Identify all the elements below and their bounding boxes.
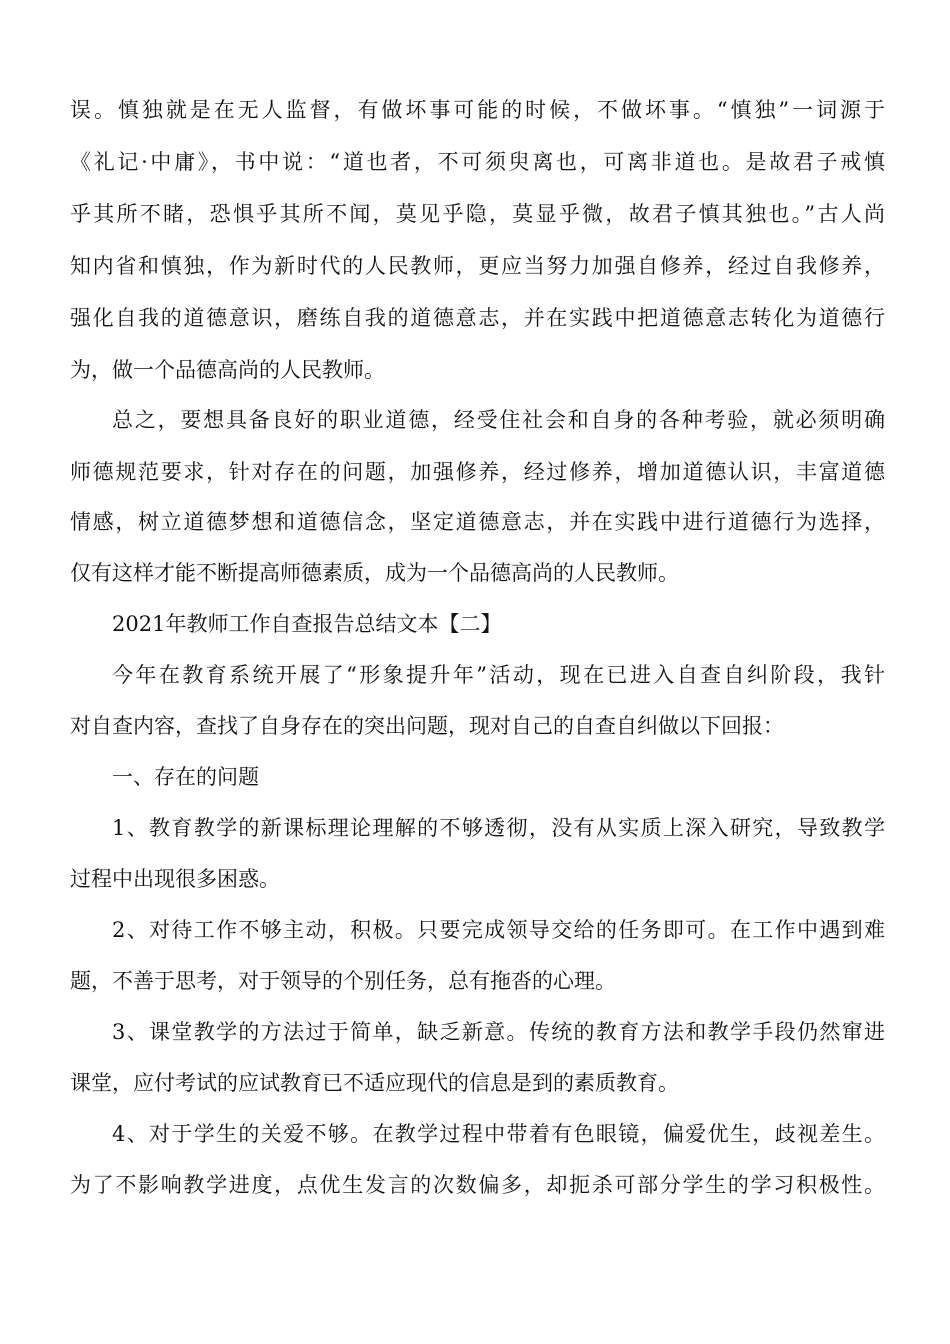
text-line: 师德规范要求，针对存在的问题，加强修养，经过修养，增加道德认识，丰富道德 xyxy=(70,460,885,484)
text-line: 题，不善于思考，对于领导的个别任务，总有拖沓的心理。 xyxy=(70,969,616,993)
text-line: 1、教育教学的新课标理论理解的不够透彻，没有从实质上深入研究，导致教学 xyxy=(112,816,885,840)
text-line: 仅有这样才能不断提高师德素质，成为一个品德高尚的人民教师。 xyxy=(70,561,679,585)
subsection-heading: 一、存在的问题 xyxy=(112,765,259,789)
text-line: 为，做一个品德高尚的人民教师。 xyxy=(70,358,385,382)
text-line: 《礼记·中庸》，书中说：“道也者，不可须臾离也，可离非道也。是故君子戒慎 xyxy=(70,150,885,174)
text-line: 乎其所不睹，恐惧乎其所不闻，莫见乎隐，莫显乎微，故君子慎其独也。”古人尚 xyxy=(70,202,885,226)
text-line: 情感，树立道德梦想和道德信念，坚定道德意志，并在实践中进行道德行为选择， xyxy=(70,510,885,534)
text-line: 强化自我的道德意识，磨练自我的道德意志，并在实践中把道德意志转化为道德行 xyxy=(70,306,885,330)
text-line: 今年在教育系统开展了“形象提升年”活动，现在已进入自查自纠阶段，我针 xyxy=(112,663,885,687)
text-line: 为了不影响教学进度，点优生发言的次数偏多，却扼杀可部分学生的学习积极性。 xyxy=(70,1173,885,1197)
text-line: 对自查内容，查找了自身存在的突出问题，现对自己的自查自纠做以下回报： xyxy=(70,714,784,738)
text-line: 知内省和慎独，作为新时代的人民教师，更应当努力加强自修养，经过自我修养， xyxy=(70,254,885,278)
text-line: 2、对待工作不够主动，积极。只要完成领导交给的任务即可。在工作中遇到难 xyxy=(112,918,885,942)
text-line: 误。慎独就是在无人监督，有做坏事可能的时候，不做坏事。“慎独”一词源于 xyxy=(70,98,885,122)
text-line: 4、对于学生的关爱不够。在教学过程中带着有色眼镜，偏爱优生，歧视差生。 xyxy=(112,1122,885,1146)
section-heading: 2021年教师工作自查报告总结文本【二】 xyxy=(112,612,502,636)
text-line: 总之，要想具备良好的职业道德，经受住社会和自身的各种考验，就必须明确 xyxy=(112,408,885,432)
text-line: 3、课堂教学的方法过于简单，缺乏新意。传统的教育方法和教学手段仍然窜进 xyxy=(112,1020,885,1044)
text-line: 过程中出现很多困惑。 xyxy=(70,867,280,891)
text-line: 课堂，应付考试的应试教育已不适应现代的信息是到的素质教育。 xyxy=(70,1071,679,1095)
